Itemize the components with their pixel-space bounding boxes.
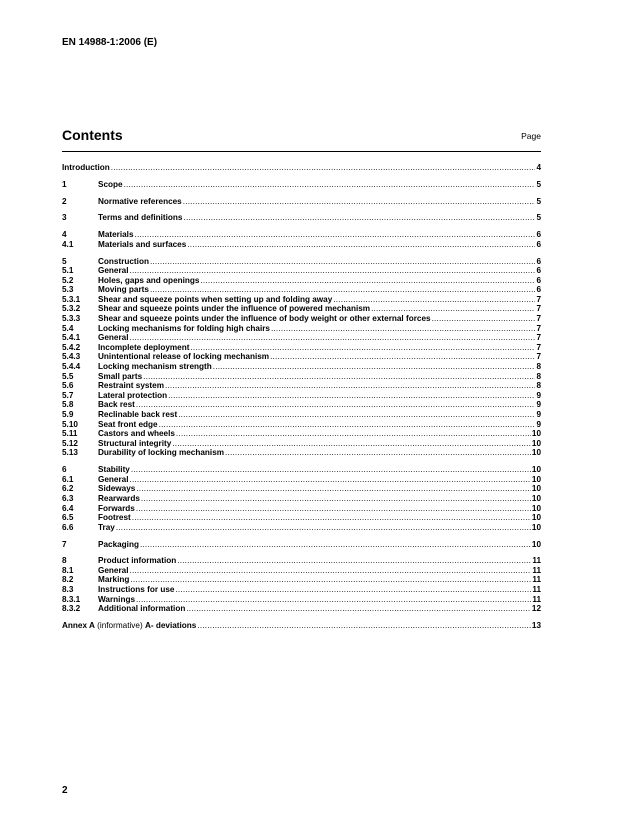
toc-entry-page: 10 — [531, 493, 541, 503]
toc-entry-label: General — [98, 266, 129, 276]
toc-entry-label: Normative references — [98, 196, 182, 206]
toc-entry-number: 8.1 — [62, 565, 74, 575]
dot-leader — [213, 362, 536, 372]
dot-leader — [176, 429, 531, 439]
toc-entry-page: 8 — [536, 381, 541, 391]
toc-entry-label: Shear and squeeze points under the influence of body weight or other external forces — [98, 314, 431, 324]
toc-entry-number: 5.1 — [62, 266, 74, 276]
dot-leader — [183, 213, 535, 223]
toc-entry-label: Stability — [98, 465, 130, 475]
dot-leader — [432, 314, 536, 324]
annex-qualifier: (informative) — [94, 621, 145, 631]
toc-entry[interactable] — [62, 540, 541, 550]
toc-entry[interactable] — [62, 257, 541, 267]
toc-entry-page: 13 — [531, 621, 541, 631]
dot-leader — [111, 163, 536, 173]
toc-entry[interactable] — [62, 484, 541, 494]
toc-entry-label: Materials and surfaces — [98, 239, 187, 249]
annex-title: A- deviations — [144, 621, 197, 631]
toc-entry-label: Shear and squeeze points under the influence of powered mechanism — [98, 304, 371, 314]
dot-leader — [177, 556, 531, 566]
dot-leader — [159, 420, 536, 430]
toc-entry-label: Instructions for use — [98, 585, 175, 595]
toc-entry-label: Locking mechanisms for folding high chairs — [98, 323, 270, 333]
toc-entry-label: Lateral protection — [98, 390, 168, 400]
dot-leader — [197, 621, 531, 631]
dot-leader — [172, 439, 531, 449]
toc-entry[interactable] — [62, 372, 541, 382]
toc-entry-label: Construction — [98, 256, 149, 266]
toc-entry-label: Terms and definitions — [98, 213, 183, 223]
dot-leader — [130, 575, 531, 585]
toc-entry-number: 8 — [62, 556, 67, 566]
toc-entry-number: 6.5 — [62, 513, 74, 523]
dot-leader — [168, 391, 535, 401]
toc-entry-label: Footrest — [98, 513, 131, 523]
toc-entry-number: 5.9 — [62, 410, 74, 419]
toc-entry-page: 6 — [536, 256, 541, 266]
dot-leader — [140, 540, 531, 550]
toc-entry-number: 4.1 — [62, 239, 74, 249]
toc-entry-number: 8.3.2 — [62, 604, 81, 614]
toc-entry-page: 4 — [536, 163, 541, 172]
toc-entry-number: 5.3 — [62, 285, 74, 295]
dot-leader — [136, 595, 531, 605]
toc-entry-page: 6 — [536, 239, 541, 249]
toc-entry-page: 10 — [531, 503, 541, 513]
toc-entry[interactable] — [62, 333, 541, 343]
toc-entry-page: 7 — [536, 304, 541, 314]
toc-entry-number: 8.3 — [62, 585, 74, 595]
toc-entry-page: 7 — [536, 352, 541, 362]
toc-entry-page: 5 — [536, 179, 541, 189]
toc-entry-label: Seat front edge — [98, 419, 158, 429]
toc-entry-page: 11 — [532, 594, 541, 604]
dot-leader — [141, 494, 531, 504]
toc-entry[interactable] — [62, 240, 541, 250]
toc-entry-page: 9 — [536, 410, 541, 419]
toc-entry-label: Durability of locking mechanism — [98, 448, 225, 458]
toc-entry-number: 6.2 — [62, 484, 74, 494]
toc-entry-page: 9 — [536, 390, 541, 400]
toc-entry-number: 6.3 — [62, 493, 74, 503]
toc-entry-label: Holes, gaps and openings — [98, 275, 200, 285]
toc-entry[interactable] — [62, 400, 541, 410]
toc-entry-page: 7 — [536, 333, 541, 343]
toc-entry[interactable] — [62, 266, 541, 276]
toc-entry-number: 6.4 — [62, 503, 74, 513]
toc-entry-label: Unintentional release of locking mechanism — [98, 352, 270, 362]
toc-entry-label: Rearwards — [98, 493, 140, 503]
dot-leader — [186, 604, 531, 614]
toc-entry-label: Shear and squeeze points when setting up and folding away — [98, 294, 333, 304]
toc-entry[interactable] — [62, 285, 541, 295]
toc-entry-label: General — [98, 565, 129, 575]
toc-entry-label: Reclinable back rest — [98, 410, 178, 419]
toc-entry[interactable] — [62, 276, 541, 286]
toc-entry-label: Moving parts — [98, 285, 149, 295]
toc-entry-number: 7 — [62, 539, 67, 549]
toc-entry[interactable] — [62, 504, 541, 514]
dot-leader — [270, 352, 535, 362]
toc-entry-number: 5.11 — [62, 429, 78, 439]
toc-entry-number: 5.4.4 — [62, 362, 81, 372]
toc-entry-number: 4 — [62, 230, 67, 240]
toc-entry[interactable] — [62, 585, 541, 595]
toc-entry-label: Sideways — [98, 484, 136, 494]
toc-entry-number: 8.2 — [62, 575, 74, 585]
toc-entry-page: 10 — [531, 522, 541, 532]
dot-leader — [135, 230, 536, 240]
toc-entry[interactable] — [62, 475, 541, 485]
toc-entry-label: Forwards — [98, 503, 135, 513]
toc-entry-label: Materials — [98, 230, 134, 240]
toc-entry-page: 10 — [531, 429, 541, 439]
toc-entry-page: 11 — [532, 556, 541, 566]
toc-entry[interactable] — [62, 448, 541, 458]
toc-entry-number: 5.7 — [62, 390, 74, 400]
annex-prefix: Annex A — [62, 621, 95, 631]
page-column-label: Page — [521, 131, 541, 141]
toc-entry-label: Incomplete deployment — [98, 342, 190, 352]
toc-entry-page: 10 — [531, 513, 541, 523]
toc-entry-label: Warnings — [98, 594, 135, 604]
toc-entry-annex[interactable] — [62, 621, 541, 631]
toc-entry[interactable] — [62, 513, 541, 523]
dot-leader — [116, 523, 531, 533]
toc-entry-label: Back rest — [98, 400, 135, 410]
toc-entry-page: 10 — [531, 465, 541, 475]
dot-leader — [200, 276, 535, 286]
toc-entry[interactable] — [62, 595, 541, 605]
toc-entry[interactable] — [62, 604, 541, 614]
dot-leader — [183, 197, 536, 207]
toc-entry-page: 11 — [532, 575, 541, 585]
contents-rule — [62, 151, 541, 152]
toc-entry-number: 2 — [62, 196, 67, 206]
dot-leader — [136, 504, 531, 514]
toc-entry-number: 5 — [62, 256, 67, 266]
table-of-contents — [62, 163, 541, 631]
dot-leader — [165, 381, 535, 391]
dot-leader — [136, 484, 531, 494]
toc-entry-page: 10 — [531, 474, 541, 484]
toc-entry[interactable] — [62, 556, 541, 566]
toc-entry-page: 9 — [536, 400, 541, 410]
toc-entry-label: Castors and wheels — [98, 429, 175, 439]
toc-entry-number: 5.4.2 — [62, 342, 81, 352]
dot-leader — [130, 333, 536, 343]
toc-entry[interactable] — [62, 352, 541, 362]
toc-entry-page: 10 — [531, 438, 541, 448]
toc-entry-number: 5.5 — [62, 371, 74, 381]
toc-entry-page: 9 — [536, 419, 541, 429]
toc-entry-number: 5.3.2 — [62, 304, 81, 314]
toc-entry-page: 6 — [536, 275, 541, 285]
toc-entry-label: Small parts — [98, 371, 143, 381]
dot-leader — [124, 180, 536, 190]
page-number: 2 — [62, 785, 68, 796]
toc-entry[interactable] — [62, 324, 541, 334]
dot-leader — [132, 513, 531, 523]
dot-leader — [187, 240, 535, 250]
toc-entry-label: Introduction — [62, 163, 110, 172]
toc-entry[interactable] — [62, 575, 541, 585]
toc-entry-label: General — [98, 333, 129, 343]
toc-entry[interactable] — [62, 197, 541, 207]
toc-entry[interactable] — [62, 362, 541, 372]
toc-entry-label: Scope — [98, 179, 123, 189]
toc-entry-label: Additional information — [98, 604, 186, 614]
toc-entry-label: Tray — [98, 522, 115, 532]
toc-entry-number: 5.8 — [62, 400, 74, 410]
toc-entry-page: 12 — [531, 604, 541, 614]
dot-leader — [175, 585, 531, 595]
toc-entry[interactable] — [62, 343, 541, 353]
toc-entry[interactable] — [62, 304, 541, 314]
toc-entry-number: 1 — [62, 179, 67, 189]
toc-entry-number: 5.3.1 — [62, 294, 81, 304]
document-id: EN 14988-1:2006 (E) — [62, 37, 158, 48]
toc-entry[interactable] — [62, 381, 541, 391]
toc-entry-page: 11 — [532, 565, 541, 575]
toc-entry-page: 10 — [531, 539, 541, 549]
dot-leader — [130, 266, 536, 276]
dot-leader — [136, 400, 536, 410]
toc-entry-label: General — [98, 474, 129, 484]
toc-entry[interactable] — [62, 410, 541, 420]
toc-entry[interactable] — [62, 494, 541, 504]
dot-leader — [130, 566, 532, 576]
dot-leader — [178, 410, 535, 420]
toc-entry-page: 7 — [536, 342, 541, 352]
toc-entry-label: Marking — [98, 575, 130, 585]
toc-entry-page: 6 — [536, 230, 541, 240]
toc-entry-number: 6.1 — [62, 474, 74, 484]
dot-leader — [150, 285, 535, 295]
toc-entry-number: 5.10 — [62, 419, 78, 429]
toc-entry[interactable] — [62, 391, 541, 401]
toc-entry-number: 8.3.1 — [62, 594, 81, 604]
toc-entry[interactable] — [62, 420, 541, 430]
toc-entry-label: Packaging — [98, 539, 139, 549]
toc-entry[interactable] — [62, 230, 541, 240]
toc-entry-page: 10 — [531, 448, 541, 458]
toc-entry-number: 5.4.3 — [62, 352, 81, 362]
dot-leader — [150, 257, 535, 267]
toc-entry[interactable] — [62, 439, 541, 449]
dot-leader — [190, 343, 535, 353]
toc-entry-page: 6 — [536, 266, 541, 276]
toc-entry-number: 5.4 — [62, 323, 74, 333]
toc-entry-number: 5.4.1 — [62, 333, 81, 343]
toc-entry-label — [62, 621, 196, 631]
toc-entry-page: 7 — [536, 294, 541, 304]
toc-entry-page: 11 — [532, 585, 541, 595]
toc-entry[interactable] — [62, 213, 541, 223]
dot-leader — [371, 304, 535, 314]
toc-entry-label: Restraint system — [98, 381, 164, 391]
toc-entry[interactable] — [62, 523, 541, 533]
toc-entry[interactable] — [62, 566, 541, 576]
toc-entry-number: 6 — [62, 465, 67, 475]
toc-entry-page: 8 — [536, 371, 541, 381]
dot-leader — [131, 465, 531, 475]
dot-leader — [143, 372, 535, 382]
toc-entry-label: Structural integrity — [98, 438, 172, 448]
toc-entry[interactable] — [62, 163, 541, 173]
toc-entry[interactable] — [62, 314, 541, 324]
toc-entry[interactable] — [62, 465, 541, 475]
toc-entry[interactable] — [62, 180, 541, 190]
dot-leader — [271, 324, 535, 334]
toc-entry-number: 6.6 — [62, 522, 74, 532]
toc-entry-page: 6 — [536, 285, 541, 295]
toc-entry-page: 7 — [536, 323, 541, 333]
toc-entry-page: 7 — [536, 314, 541, 324]
toc-entry-number: 5.6 — [62, 381, 74, 391]
toc-entry-page: 8 — [536, 362, 541, 372]
toc-entry-number: 5.13 — [62, 448, 78, 458]
toc-entry-page: 5 — [536, 213, 541, 223]
dot-leader — [225, 448, 531, 458]
toc-entry-number: 5.3.3 — [62, 314, 81, 324]
contents-title: Contents — [62, 127, 123, 143]
toc-entry[interactable] — [62, 295, 541, 305]
toc-entry-page: 10 — [531, 484, 541, 494]
toc-entry-page: 5 — [536, 196, 541, 206]
toc-entry-number: 5.12 — [62, 438, 78, 448]
dot-leader — [333, 295, 535, 305]
toc-entry-number: 3 — [62, 213, 67, 223]
toc-entry-label: Product information — [98, 556, 177, 566]
toc-entry-number: 5.2 — [62, 275, 74, 285]
toc-entry[interactable] — [62, 429, 541, 439]
dot-leader — [130, 475, 531, 485]
toc-entry-label: Locking mechanism strength — [98, 362, 212, 372]
